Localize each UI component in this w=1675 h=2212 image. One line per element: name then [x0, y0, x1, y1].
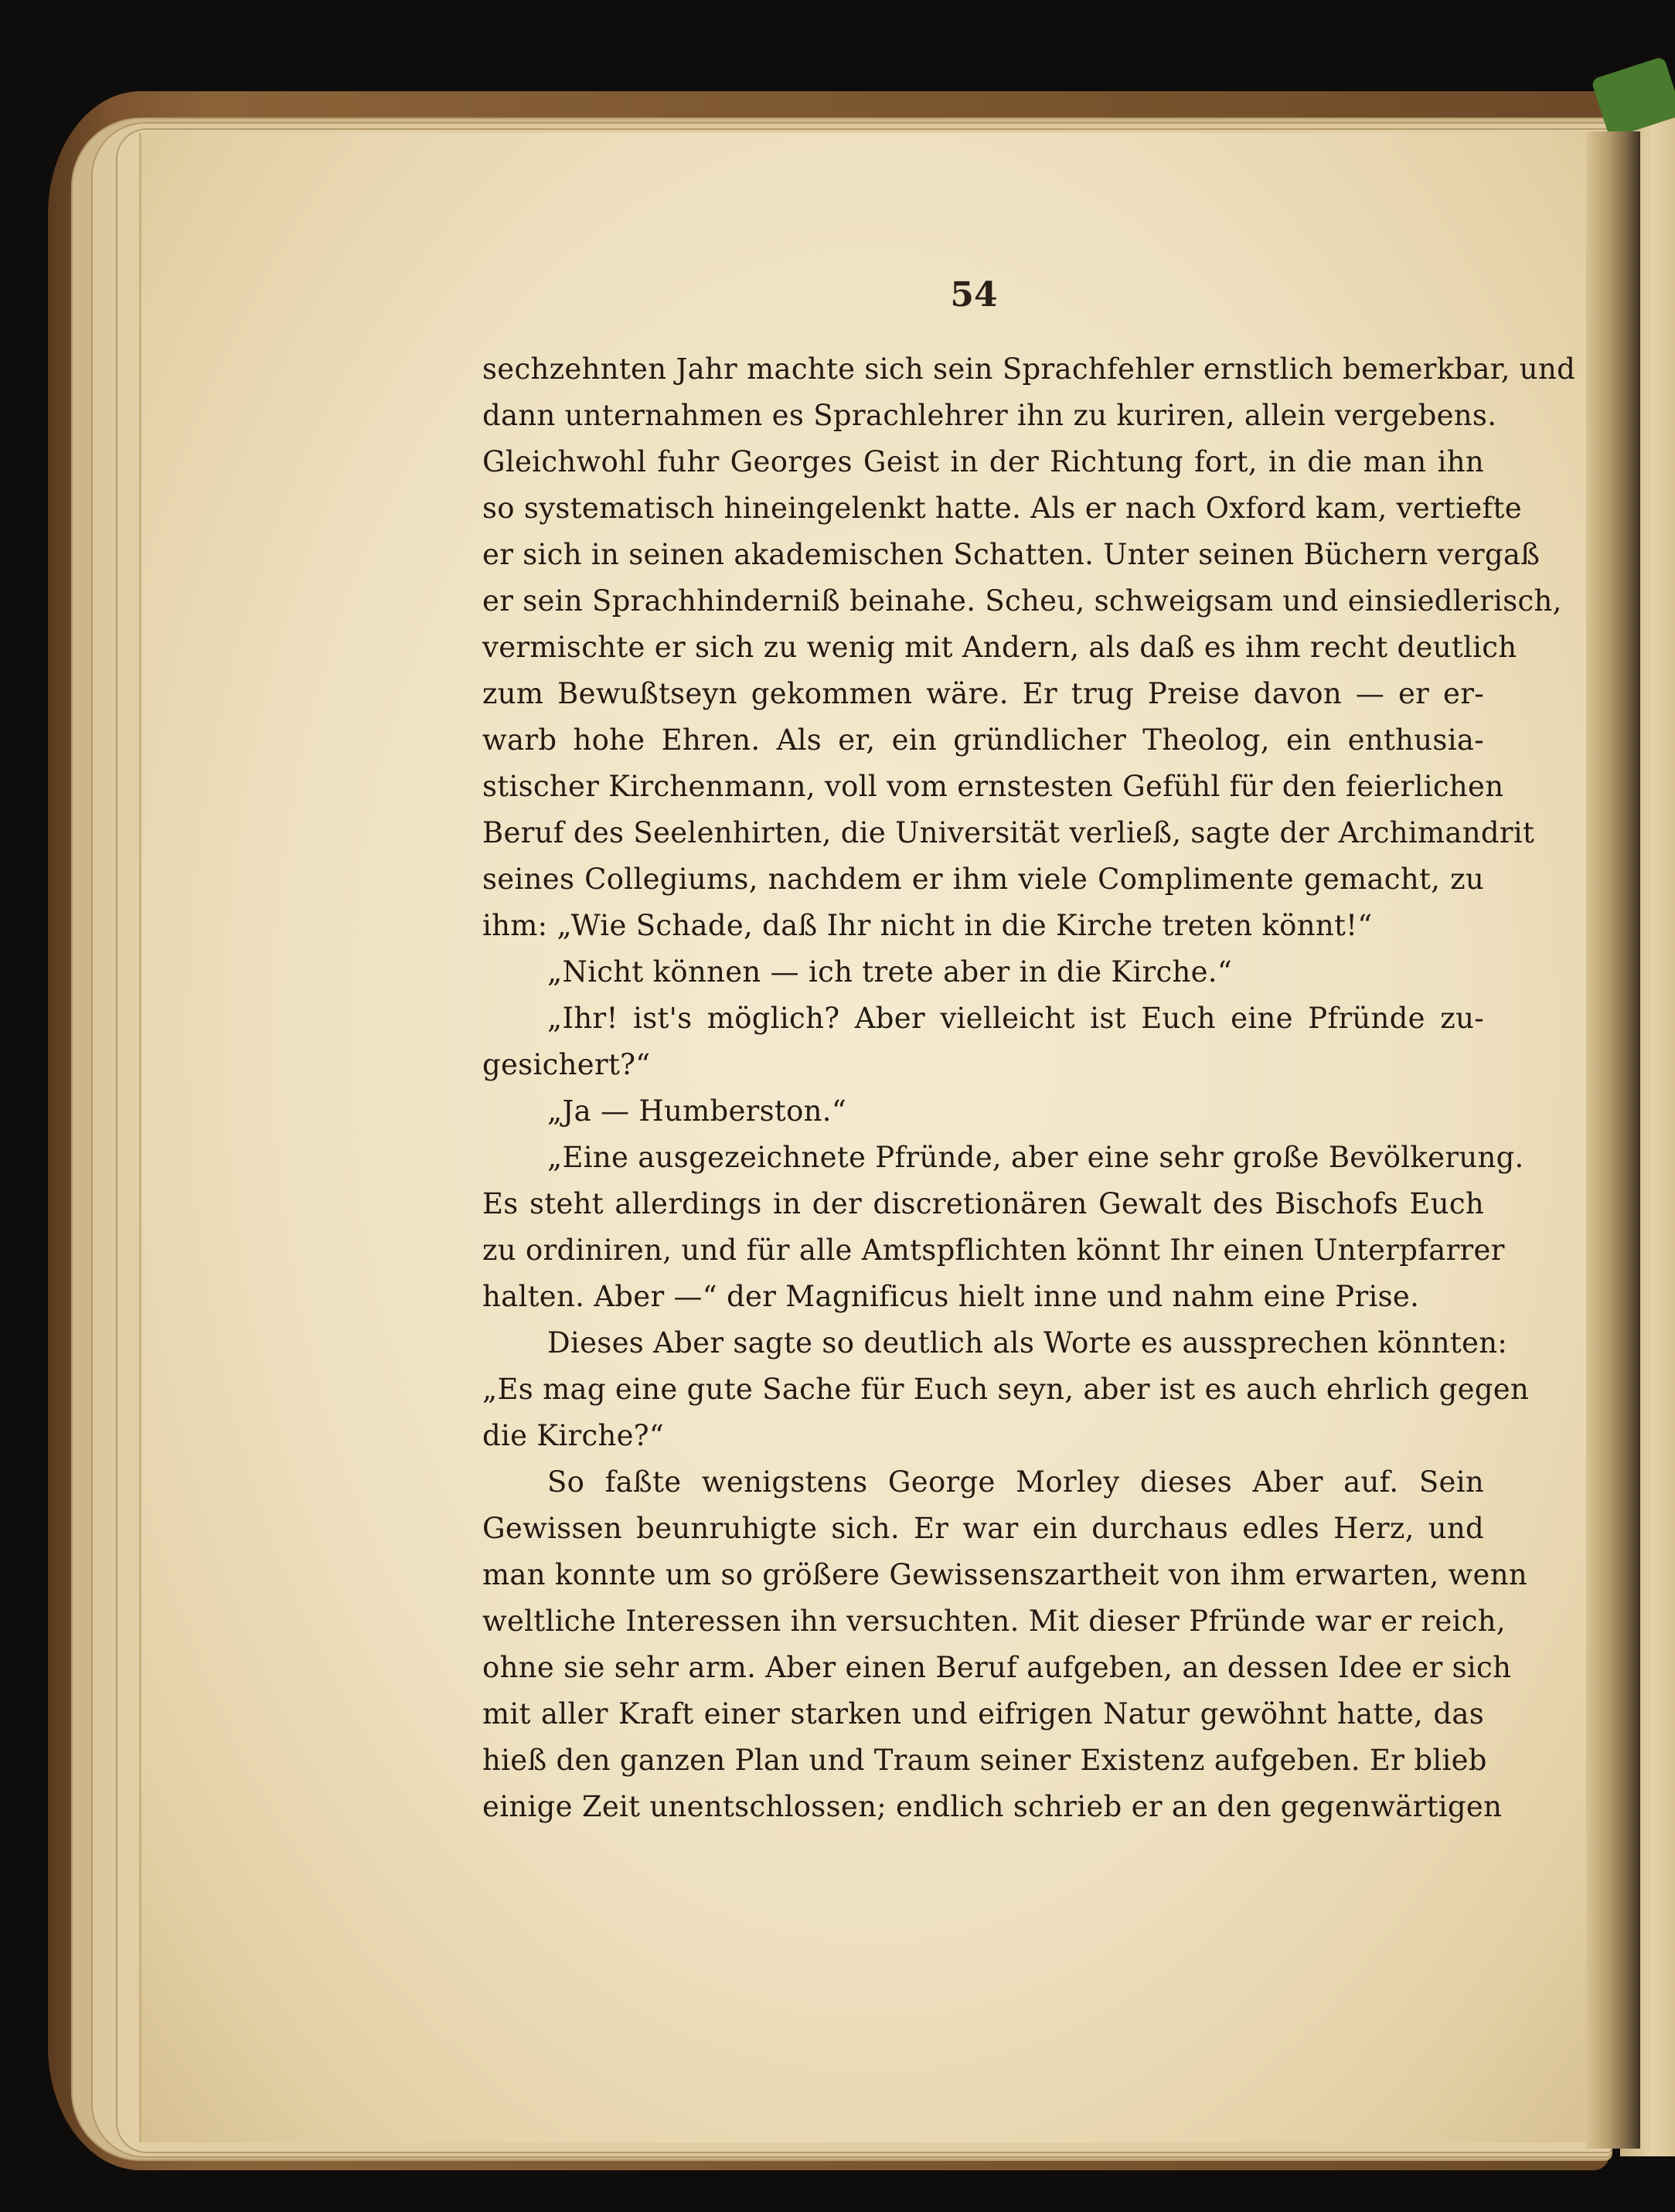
- text-line: halten. Aber —“ der Magnificus hielt inne und nahm eine Prise.: [482, 1280, 1420, 1313]
- text-line: zum Bewußtseyn gekommen wäre. Er trug Preise davon — er er-: [482, 677, 1484, 710]
- text-line: ihm: „Wie Schade, daß Ihr nicht in die Kirche treten könnt!“: [482, 909, 1373, 942]
- text-line: er sich in seinen akademischen Schatten. Unter seinen Büchern vergaß: [482, 538, 1541, 571]
- page-number: 54: [950, 275, 998, 315]
- book-gutter: [1586, 131, 1640, 2149]
- text-line: Dieses Aber sagte so deutlich als Worte es aussprechen könnten:: [547, 1326, 1508, 1360]
- text-line: hieß den ganzen Plan und Traum seiner Existenz aufgeben. Er blieb: [482, 1744, 1487, 1777]
- text-line: die Kirche?“: [482, 1419, 665, 1452]
- text-line: Gewissen beunruhigte sich. Er war ein durchaus edles Herz, und: [482, 1512, 1484, 1545]
- text-line: „Ja — Humberston.“: [547, 1094, 847, 1128]
- text-line: stischer Kirchenmann, voll vom ernstesten Gefühl für den feierlichen: [482, 770, 1504, 803]
- text-line: einige Zeit unentschlossen; endlich schrieb er an den gegenwärtigen: [482, 1790, 1503, 1823]
- text-line: Es steht allerdings in der discretionären Gewalt des Bischofs Euch: [482, 1187, 1484, 1220]
- text-line: sechzehnten Jahr machte sich sein Sprachfehler ernstlich bemerkbar, und: [482, 352, 1576, 386]
- text-line: „Es mag eine gute Sache für Euch seyn, aber ist es auch ehrlich gegen: [482, 1373, 1530, 1406]
- text-line: weltliche Interessen ihn versuchten. Mit dieser Pfründe war er reich,: [482, 1605, 1506, 1638]
- text-line: dann unternahmen es Sprachlehrer ihn zu kuriren, allein vergebens.: [482, 399, 1497, 432]
- text-line: ohne sie sehr arm. Aber einen Beruf aufgeben, an dessen Idee er sich: [482, 1651, 1512, 1684]
- text-line: gesichert?“: [482, 1048, 651, 1081]
- text-line: man konnte um so größere Gewissenszartheit von ihm erwarten, wenn: [482, 1558, 1527, 1591]
- text-line: mit aller Kraft einer starken und eifrigen Natur gewöhnt hatte, das: [482, 1697, 1484, 1730]
- text-line: Beruf des Seelenhirten, die Universität verließ, sagte der Archimandrit: [482, 816, 1535, 849]
- text-line: vermischte er sich zu wenig mit Andern, als daß es ihm recht deutlich: [482, 631, 1517, 664]
- text-line: so systematisch hineingelenkt hatte. Als er nach Oxford kam, vertiefte: [482, 492, 1522, 525]
- text-line: „Eine ausgezeichnete Pfründe, aber eine sehr große Bevölkerung.: [547, 1141, 1524, 1174]
- text-line: warb hohe Ehren. Als er, ein gründlicher Theolog, ein enthusia-: [482, 723, 1484, 757]
- text-line: Gleichwohl fuhr Georges Geist in der Richtung fort, in die man ihn: [482, 445, 1484, 478]
- body-text: [482, 346, 1576, 1830]
- text-line: So faßte wenigstens George Morley dieses Aber auf. Sein: [547, 1465, 1484, 1499]
- text-line: seines Collegiums, nachdem er ihm viele Complimente gemacht, zu: [482, 863, 1484, 896]
- text-line: „Ihr! ist's möglich? Aber vielleicht ist Euch eine Pfründe zu-: [547, 1002, 1484, 1035]
- text-line: er sein Sprachhinderniß beinahe. Scheu, schweigsam und einsiedlerisch,: [482, 584, 1562, 618]
- text-line: zu ordiniren, und für alle Amtspflichten könnt Ihr einen Unterpfarrer: [482, 1234, 1505, 1267]
- text-line: „Nicht können — ich trete aber in die Kirche.“: [547, 955, 1233, 989]
